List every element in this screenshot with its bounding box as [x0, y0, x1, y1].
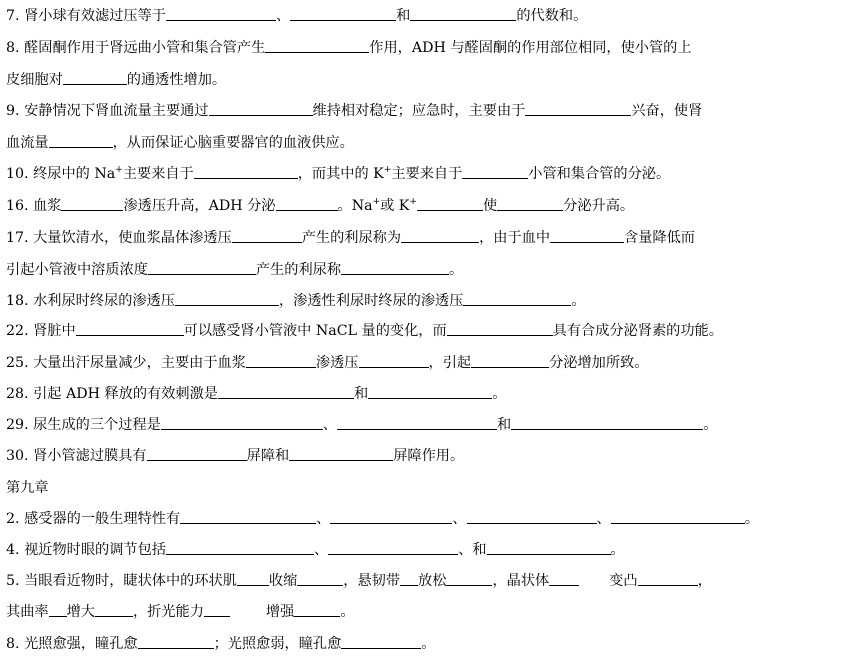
question-text: 使: [482, 198, 498, 214]
answer-blank[interactable]: [525, 101, 631, 116]
answer-blank[interactable]: [368, 384, 492, 399]
question-text: 。Na: [337, 198, 373, 214]
answer-blank[interactable]: [638, 571, 698, 586]
answer-blank[interactable]: [446, 571, 492, 586]
chapter9-question-5-cont: [6, 602, 355, 622]
answer-blank[interactable]: [294, 602, 340, 617]
question-number: 30.: [6, 448, 29, 464]
answer-blank[interactable]: [463, 291, 571, 306]
question-text: ，: [697, 573, 712, 589]
superscript: +: [409, 197, 417, 207]
answer-text: 变凸: [609, 573, 638, 589]
answer-blank[interactable]: [265, 38, 369, 53]
question-16: [6, 196, 634, 216]
question-text: 。: [571, 293, 586, 309]
question-text: 或 K: [380, 198, 410, 214]
question-text: 。: [340, 604, 355, 620]
answer-blank[interactable]: [330, 509, 452, 524]
question-text: 血流量: [6, 135, 49, 151]
question-text: 醛固酮作用于肾远曲小管和集合管产生: [24, 40, 266, 56]
question-text: 和: [396, 8, 411, 24]
question-17-cont: [6, 260, 463, 280]
question-text: 尿生成的三个过程是: [33, 417, 161, 433]
question-text: 大量饮清水，使血浆晶体渗透压: [33, 230, 232, 246]
answer-blank[interactable]: [276, 196, 338, 211]
question-text: 和: [353, 386, 369, 402]
question-text: 、: [313, 542, 329, 558]
question-10: [6, 164, 670, 184]
question-text: 血浆: [33, 198, 62, 214]
answer-blank[interactable]: [337, 415, 497, 430]
question-text: ，而其中的 K: [297, 166, 384, 182]
question-number: 22.: [6, 323, 29, 339]
question-22: [6, 321, 723, 341]
question-number: 9.: [6, 103, 20, 119]
question-text: 具有合成分泌肾素的功能。: [552, 323, 723, 339]
question-text: ，折光能力: [132, 604, 204, 620]
answer-blank[interactable]: [237, 571, 269, 586]
answer-blank[interactable]: [401, 228, 479, 243]
answer-text: 放松: [418, 573, 447, 589]
chapter9-question-4: [6, 540, 625, 560]
answer-blank[interactable]: [180, 509, 316, 524]
answer-blank[interactable]: [511, 415, 703, 430]
question-text: 引起 ADH 释放的有效刺激是: [33, 386, 218, 402]
question-text: 。: [421, 636, 436, 652]
question-text: 主要来自于: [391, 166, 463, 182]
answer-blank[interactable]: [400, 571, 418, 586]
question-text: 分泌升高。: [563, 198, 635, 214]
question-number: 17.: [6, 230, 29, 246]
question-text: 、: [316, 511, 331, 527]
answer-blank[interactable]: [138, 634, 214, 649]
question-number: 28.: [6, 386, 29, 402]
question-text: 渗透压升高，ADH 分泌: [123, 198, 276, 214]
question-number: 18.: [6, 293, 29, 309]
chapter9-question-5: [6, 571, 712, 591]
question-text: ，从而保证心脑重要器官的血液供应。: [112, 135, 354, 151]
answer-blank[interactable]: [487, 540, 611, 555]
question-number: 16.: [6, 198, 29, 214]
question-text: 含量降低而: [624, 230, 695, 246]
answer-blank[interactable]: [290, 6, 396, 21]
question-number: 2.: [6, 511, 20, 527]
answer-blank[interactable]: [63, 70, 127, 85]
answer-blank[interactable]: [447, 321, 553, 336]
question-text: 分泌增加所致。: [549, 355, 649, 371]
question-text: 可以感受肾小管液中 NaCL 量的变化，而: [183, 323, 447, 339]
question-text: 水利尿时终尿的渗透压: [33, 293, 175, 309]
answer-blank[interactable]: [467, 509, 597, 524]
question-text: 其曲率: [6, 604, 49, 620]
answer-blank[interactable]: [194, 164, 298, 179]
question-text: 和: [497, 417, 512, 433]
question-number: 8.: [6, 636, 20, 652]
answer-blank[interactable]: [209, 101, 313, 116]
question-number: 4.: [6, 542, 20, 558]
question-text: 、: [452, 511, 467, 527]
question-28: [6, 384, 506, 404]
question-8: [6, 38, 692, 58]
answer-blank[interactable]: [462, 164, 528, 179]
question-text: 。: [610, 542, 625, 558]
question-text: 安静情况下肾血流量主要通过: [24, 103, 209, 119]
question-8-cont: [6, 70, 226, 90]
question-number: 5.: [6, 573, 20, 589]
question-text: 屏障作用。: [393, 448, 465, 464]
question-text: 皮细胞对: [6, 72, 63, 88]
answer-blank[interactable]: [148, 260, 256, 275]
question-text: 渗透压: [315, 355, 359, 371]
question-text: 光照愈强，瞳孔愈: [24, 636, 138, 652]
answer-blank[interactable]: [49, 133, 113, 148]
answer-blank[interactable]: [341, 260, 449, 275]
question-text: 肾小球有效滤过压等于: [24, 8, 166, 24]
answer-blank[interactable]: [49, 602, 67, 617]
question-text: 维持相对稳定；应急时，主要由于: [312, 103, 526, 119]
question-text: 作用，ADH 与醛固酮的作用部位相同，使小管的上: [369, 40, 692, 56]
question-text: 。: [492, 386, 507, 402]
answer-text: 增大: [66, 604, 95, 620]
question-text: 感受器的一般生理特性有: [24, 511, 181, 527]
answer-text: 增强: [265, 604, 295, 620]
question-text: 引起小管液中溶质浓度: [6, 262, 148, 278]
question-text: 视近物时眼的调节包括: [24, 542, 166, 558]
question-text: ，晶状体: [492, 573, 550, 589]
superscript: +: [372, 197, 381, 207]
question-text: 主要来自于: [122, 166, 194, 182]
question-text: 屏障和: [246, 448, 290, 464]
superscript: +: [383, 165, 392, 175]
answer-text: 收缩: [268, 573, 298, 589]
question-25: [6, 353, 648, 373]
answer-blank[interactable]: [218, 384, 354, 399]
answer-blank[interactable]: [76, 321, 184, 336]
answer-blank[interactable]: [289, 446, 393, 461]
question-text: 大量出汗尿量减少，主要由于血浆: [33, 355, 246, 371]
answer-blank[interactable]: [328, 540, 458, 555]
question-17: [6, 228, 695, 248]
question-text: 产生的利尿称: [255, 262, 342, 278]
question-text: 。: [703, 417, 718, 433]
question-text: ，渗透性利尿时终尿的渗透压: [278, 293, 464, 309]
answer-blank[interactable]: [611, 509, 745, 524]
question-number: 8.: [6, 40, 20, 56]
question-18: [6, 291, 586, 311]
question-number: 25.: [6, 355, 29, 371]
answer-blank[interactable]: [166, 540, 314, 555]
superscript: +: [115, 165, 123, 175]
question-number: 29.: [6, 417, 29, 433]
answer-blank[interactable]: [61, 196, 123, 211]
answer-blank[interactable]: [95, 602, 133, 617]
answer-blank[interactable]: [497, 196, 563, 211]
answer-blank[interactable]: [549, 571, 579, 586]
chapter9-question-8: [6, 634, 435, 654]
answer-blank[interactable]: [232, 228, 302, 243]
answer-blank[interactable]: [204, 602, 230, 617]
question-text: ，引起: [428, 355, 472, 371]
question-text: ，由于血中: [479, 230, 551, 246]
question-29: [6, 415, 717, 435]
question-text: ；光照愈弱，瞳孔愈: [213, 636, 342, 652]
question-text: 、和: [458, 542, 487, 558]
chapter9-question-2: [6, 509, 759, 529]
answer-blank[interactable]: [417, 196, 483, 211]
question-text: 终尿中的 Na: [33, 166, 116, 182]
question-text: 兴奋，使肾: [631, 103, 703, 119]
chapter-heading: 第九章: [6, 480, 49, 496]
question-text: 。: [744, 511, 759, 527]
answer-blank[interactable]: [410, 6, 516, 21]
question-9-cont: [6, 133, 354, 153]
question-7: [6, 6, 587, 26]
answer-blank[interactable]: [161, 415, 323, 430]
question-number: 7.: [6, 8, 20, 24]
answer-blank[interactable]: [175, 291, 279, 306]
answer-blank[interactable]: [297, 571, 343, 586]
answer-blank[interactable]: [471, 353, 549, 368]
question-number: 10.: [6, 166, 29, 182]
question-text: 产生的利尿称为: [301, 230, 402, 246]
answer-blank[interactable]: [246, 353, 316, 368]
question-text: 的代数和。: [516, 8, 588, 24]
question-text: 的通透性增加。: [126, 72, 227, 88]
answer-blank[interactable]: [359, 353, 429, 368]
question-text: 、: [322, 417, 337, 433]
answer-blank[interactable]: [341, 634, 421, 649]
question-text: 小管和集合管的分泌。: [528, 166, 671, 182]
answer-blank[interactable]: [166, 6, 276, 21]
question-30: [6, 446, 464, 466]
question-text: 、: [275, 8, 291, 24]
question-text: 肾脏中: [33, 323, 76, 339]
question-text: 、: [596, 511, 611, 527]
question-text: 。: [449, 262, 464, 278]
question-text: ，悬韧带: [343, 573, 401, 589]
answer-blank[interactable]: [147, 446, 247, 461]
answer-blank[interactable]: [550, 228, 624, 243]
question-text: 肾小管滤过膜具有: [33, 448, 147, 464]
question-text: 当眼看近物时，睫状体中的环状肌: [24, 573, 237, 589]
question-9: [6, 101, 702, 121]
